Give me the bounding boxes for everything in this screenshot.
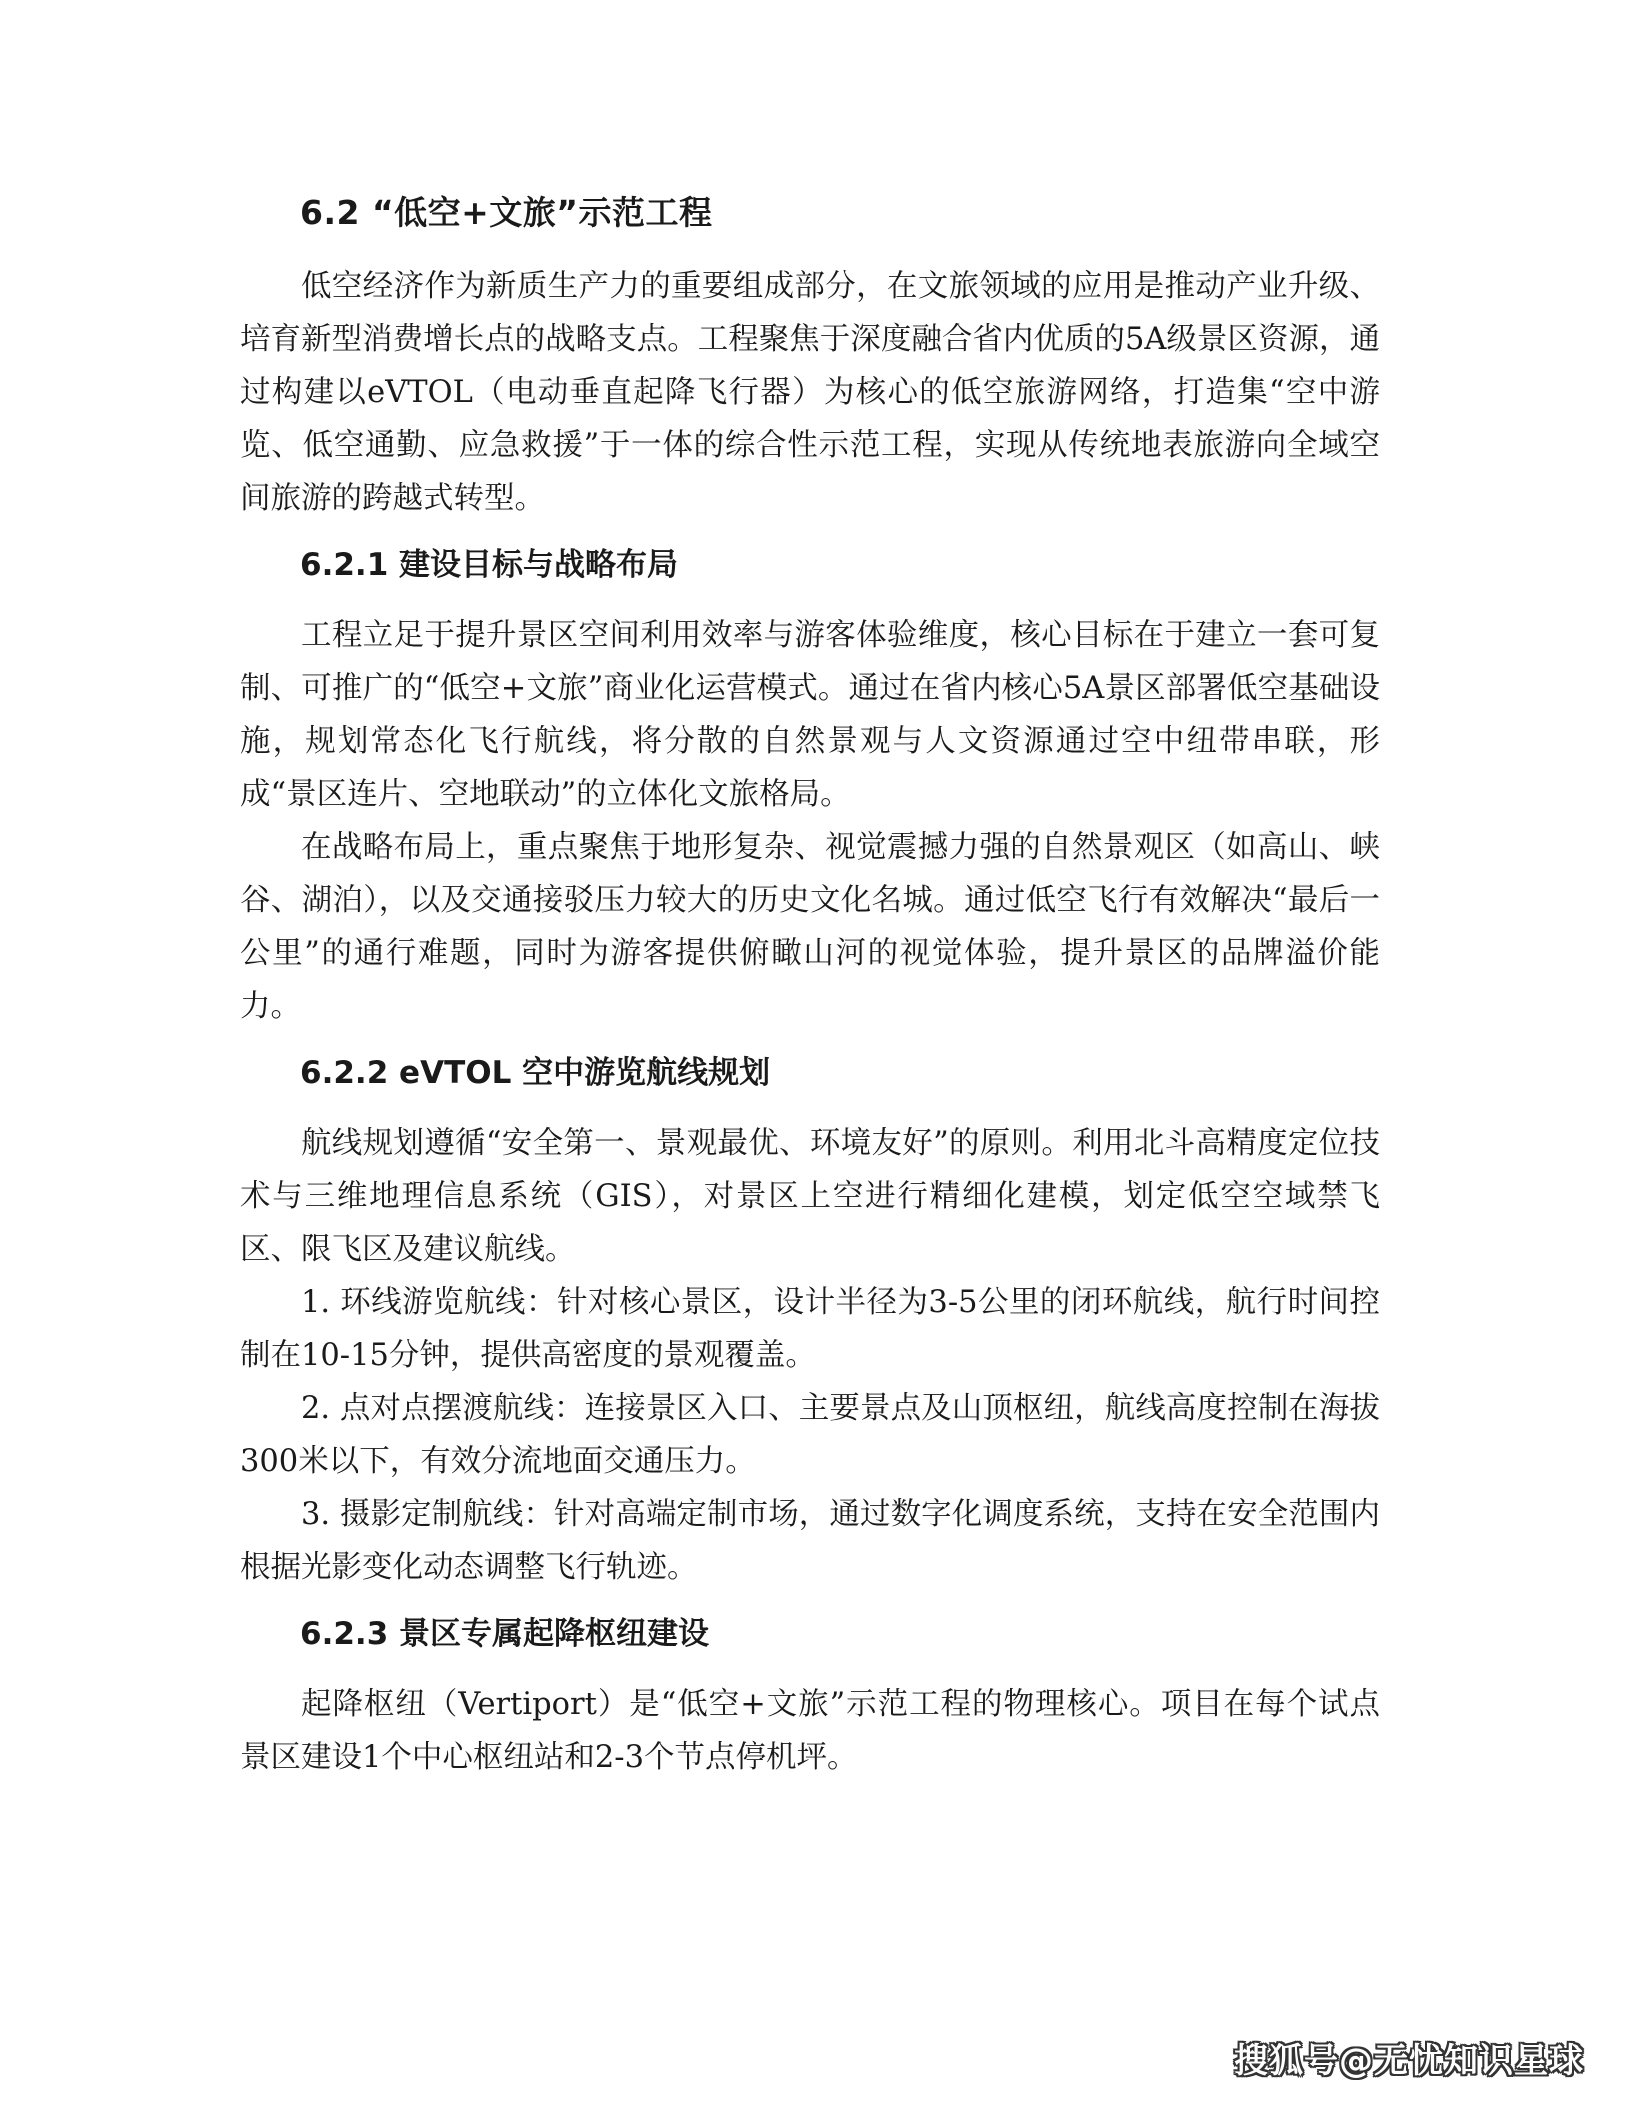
- paragraph-vertiport: 起降枢纽（Vertiport）是“低空+文旅”示范工程的物理核心。项目在每个试点景区建设1个中心枢纽站和2-3个节点停机坪。: [240, 1687, 1380, 1775]
- subsection-title-6-2-2: 6.2.2 eVTOL 空中游览航线规划: [300, 1055, 771, 1091]
- paragraph-route-principles: 航线规划遵循“安全第一、景观最优、环境友好”的原则。利用北斗高精度定位技术与三维地理信息系统（GIS），对景区上空进行精细化建模，划定低空空域禁飞区、限飞区及建议航线。: [240, 1126, 1380, 1267]
- list-item-loop-route: 1. 环线游览航线：针对核心景区，设计半径为3-5公里的闭环航线，航行时间控制在10-15分钟，提供高密度的景观覆盖。: [240, 1285, 1380, 1373]
- document-body: [240, 188, 1380, 1784]
- subsection-title-6-2-3: 6.2.3 景区专属起降枢纽建设: [300, 1616, 710, 1652]
- list-item-photo-route: 3. 摄影定制航线：针对高端定制市场，通过数字化调度系统，支持在安全范围内根据光影变化动态调整飞行轨迹。: [240, 1497, 1380, 1585]
- section-title: 6.2 “低空+文旅”示范工程: [300, 193, 713, 232]
- list-item-shuttle-route: 2. 点对点摆渡航线：连接景区入口、主要景点及山顶枢纽，航线高度控制在海拔300米以下，有效分流地面交通压力。: [240, 1391, 1380, 1479]
- watermark: 搜狐号@无忧知识星球: [1234, 2041, 1584, 2081]
- subsection-title-6-2-1: 6.2.1 建设目标与战略布局: [300, 547, 679, 583]
- paragraph-goals: 工程立足于提升景区空间利用效率与游客体验维度，核心目标在于建立一套可复制、可推广的“低空+文旅”商业化运营模式。通过在省内核心5A景区部署低空基础设施，规划常态化飞行航线，将分散的自然景观与人文资源通过空中纽带串联，形成“景区连片、空地联动”的立体化文旅格局。: [240, 618, 1380, 812]
- section-intro-paragraph: 低空经济作为新质生产力的重要组成部分，在文旅领域的应用是推动产业升级、培育新型消费增长点的战略支点。工程聚焦于深度融合省内优质的5A级景区资源，通过构建以eVTOL（电动垂直起降飞行器）为核心的低空旅游网络，打造集“空中游览、低空通勤、应急救援”于一体的综合性示范工程，实现从传统地表旅游向全域空间旅游的跨越式转型。: [240, 269, 1380, 516]
- paragraph-strategy: 在战略布局上，重点聚焦于地形复杂、视觉震撼力强的自然景观区（如高山、峡谷、湖泊），以及交通接驳压力较大的历史文化名城。通过低空飞行有效解决“最后一公里”的通行难题，同时为游客提供俯瞰山河的视觉体验，提升景区的品牌溢价能力。: [240, 830, 1380, 1024]
